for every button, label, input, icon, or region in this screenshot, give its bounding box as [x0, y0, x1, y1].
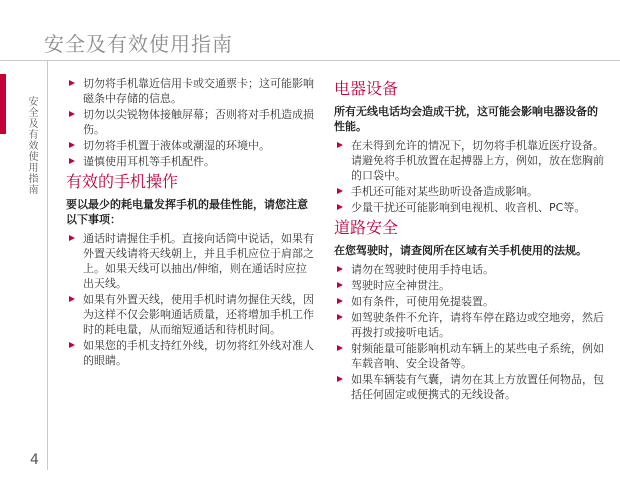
title-divider [0, 60, 620, 61]
list-item: 少量干扰还可能影响到电视机、收音机、PC等。 [334, 200, 604, 215]
section-intro: 所有无线电话均会造成干扰，这可能会影响电器设备的性能。 [334, 105, 598, 133]
list-item: 通话时请握住手机。直接向话筒中说话，如果有外置天线请将天线朝上，并且手机应位于肩部之上。如果天线可以抽出/伸缩，则在通话时应拉出天线。 [66, 231, 314, 291]
right-column [334, 76, 604, 403]
list-item: 谨慎使用耳机等手机配件。 [66, 154, 314, 169]
list-item: 在未得到允许的情况下，切勿将手机靠近医疗设备。请避免将手机放置在起搏器上方，例如，放在您胸前的口袋中。 [334, 138, 604, 183]
page-number: 4 [30, 452, 39, 468]
list-item: 如驾驶条件不允许，请将车停在路边或空地旁，然后再拨打或接听电话。 [334, 310, 604, 340]
left-column [66, 76, 314, 369]
list-item: 切勿以尖锐物体接触屏幕；否则将对手机造成损伤。 [66, 107, 314, 137]
section-heading-electronic-devices: 电器设备 [334, 79, 399, 98]
side-tab-marker [0, 74, 6, 134]
list-item: 切勿将手机置于液体或潮湿的环境中。 [66, 138, 314, 153]
section-heading-road-safety: 道路安全 [334, 218, 399, 237]
list-item: 如有条件，可使用免提装置。 [334, 294, 604, 309]
electronic-devices-list [334, 138, 604, 215]
list-item: 请勿在驾驶时使用手持电话。 [334, 262, 604, 277]
list-item: 如果车辆装有气囊，请勿在其上方放置任何物品，包括任何固定或便携式的无线设备。 [334, 372, 604, 402]
list-item: 如果您的手机支持红外线，切勿将红外线对准人的眼睛。 [66, 338, 314, 368]
road-safety-list [334, 262, 604, 402]
side-section-label: 安全及有效使用指南 [26, 96, 37, 195]
page-title: 安全及有效使用指南 [44, 32, 233, 56]
list-item: 射频能量可能影响机动车辆上的某些电子系统，例如车载音响、安全设备等。 [334, 341, 604, 371]
list-item: 驾驶时应全神贯注。 [334, 278, 604, 293]
list-item: 切勿将手机靠近信用卡或交通票卡；这可能影响磁条中存储的信息。 [66, 76, 314, 106]
precaution-list [66, 76, 314, 169]
section-intro: 要以最少的耗电量发挥手机的最佳性能，请您注意以下事项： [66, 198, 308, 226]
list-item: 如果有外置天线，使用手机时请勿握住天线，因为这样不仅会影响通话质量，还将增加手机工作时的耗电量，从而缩短通话和待机时间。 [66, 292, 314, 337]
section-intro: 在您驾驶时，请查阅所在区域有关手机使用的法规。 [334, 244, 587, 257]
efficient-operation-list [66, 231, 314, 368]
side-divider [47, 60, 48, 470]
section-heading-efficient-operation: 有效的手机操作 [66, 172, 179, 191]
list-item: 手机还可能对某些助听设备造成影响。 [334, 184, 604, 199]
